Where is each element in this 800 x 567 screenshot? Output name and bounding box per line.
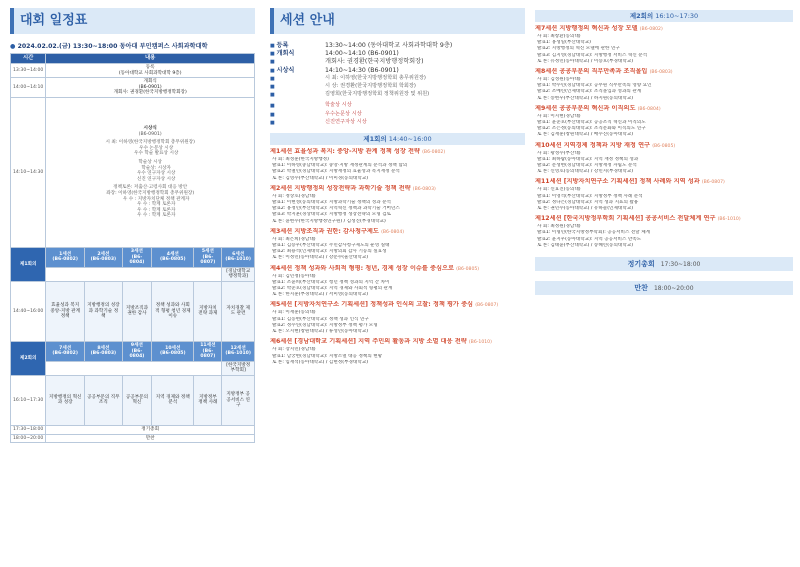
session-line: 발표2: 지방행정의 혁신 모델에 관한 연구 [537,46,620,52]
session-head: 1세션 (B6-0802) [46,247,85,267]
session-room: (B6-0803) [412,186,436,192]
event-datetime-text: 2024.02.02.(금) 13:30~18:00 동아대 부민캠퍼스 사회과학대학 [17,43,208,50]
session-subhead: [한국지방정부학회] [222,361,255,375]
session-title [535,215,793,224]
session-room: (B6-0804) [381,229,405,235]
session-line: 사 회: 이재훈(동의대) [272,310,316,316]
session-line: 사 회: 최창환(동의대) [537,34,581,39]
session-topic: 지방행정의 성장전략과 과학기술 정책 전략 [294,184,411,192]
session-head: 10세션 (B6-0805) [152,341,194,361]
session-line: 발표1: 이현성(동의대학교): 지방과학기술 정책의 성과 분석 [272,200,391,206]
session-room: (B6-0802) [422,150,446,156]
session-number: 제7세션 [535,25,558,32]
session-title [270,265,525,274]
plenary-speaker: 신진 연구자상 시상 [136,176,176,182]
session-head: 5세션 (B6-0807) [194,247,222,267]
plenary-keynote: 우수 논문상 시상 [139,145,174,151]
session-topic: [경남대학교 기획세션] 지역 주민의 활동과 지방 소멸 대응 전략 [294,338,467,346]
session-topic: 정책 성과와 사회적 형평 청년 경제 이슈 [152,281,194,341]
session-block [535,25,793,65]
plenary-room: (B6-0901) [138,131,162,137]
session-number: 제11세션 [535,178,562,186]
plenary-panelist: 우 수 : 지방자치단체 정책 관계자 [122,196,190,202]
session-title [535,68,793,77]
info-value: 김영희(한국지방행정학회 정책위원장 및 위원) [325,91,430,98]
schedule-column [10,0,255,567]
session-topic: 지방조직과 권한 감사 [122,281,152,341]
session-room: (B6-0807) [701,180,725,186]
session-topic: 효율성과 복지 중앙-지방 관계 정책 [46,281,85,341]
session-line: 사 회: 김성원(동아대) [537,77,581,83]
session-line: 발표2: 정수연(경남대학교): 지방정부 정책 평가 모형 [272,322,378,328]
session-line: 발표1: 남궁현(경남대학교): 지방소멸 대응 정책의 현황 [272,353,383,359]
session-number: 제4세션 [270,264,293,272]
session-block [270,301,525,335]
session-topic: [지방자치연구소 기획세션] 정책 사례와 지역 성과 [563,178,700,186]
registration-cell [46,64,255,78]
award-name: 우수논문상 시상 [325,110,362,117]
session-line: 발표2: 최용석(인제대학교): 지방의회 감사 기능의 실효성 [272,249,387,255]
session-number: 제5세션 [270,301,293,309]
session-title [270,301,525,310]
session-line: 발표3: 김지영(경남대학교): 지방행정 서비스 혁신 분석 [537,52,648,58]
time-cell: 14:10~14:30 [11,97,46,247]
session-topic: 지방행정의 혁신과 성장 [46,375,85,425]
session-line: 토 론: 이정민(동아대학교) / 강문수(울산대학교) [272,255,368,261]
session-topic: 지방정부 공공서비스 연구 [222,375,255,425]
info-value: 13:30~14:00 (동아대학교 사회과학대학 9층) [325,42,453,49]
event-datetime: ● 2024.02.02.(금) 13:30~18:00 동아대 부민캠퍼스 사회과학대학 [10,43,208,50]
time-cell: 14:40~16:00 [11,281,46,341]
session-topic: [한국지방정부학회 기획세션] 공공서비스 전달체계 연구 [563,215,716,223]
info-value: 14:10~14:30 (B6-0901) [325,66,399,74]
session-room: (B6-0805) [456,266,480,272]
info-value: 14:00~14:10 (B6-0901) [325,50,399,58]
plenary-speaker: 학술상: 시상자 [141,165,171,171]
session-topic: 지방정부 정책 사례 [194,375,222,425]
plenary-talk: 학술상 시상 [138,159,162,165]
session-topic: 자치경찰 제도 관련 [222,281,255,341]
session-line: 토 론: 권민수(동아대학교) / 유하늘(인제대학교) [537,206,633,212]
session-number: 제9세션 [535,104,558,112]
session-head: 3세션 (B6-0804) [122,247,152,267]
session-line: 사 회: 김민정(동아대) [272,273,316,279]
session-head: 4세션 (B6-0805) [152,247,194,267]
round1-sessions [270,148,525,366]
dinner-banner: 만찬 18:00~20:00 [535,281,793,295]
session-line: 사 회: 신효진(동의대) [537,187,581,193]
session-block [270,338,525,366]
session-line: 토 론: 한지훈(부경대학교) / 서미영(동의대학교) [272,292,368,298]
round1-banner: 제1회의 14:40~16:00 [270,133,525,145]
session-topic: [지방자치연구소 기획세션] 정책성과 인식의 고찰: 정책 평가 중심 [294,301,474,309]
session-line: 토 론: 김영수(부산대학교) / 이미경(동의대학교) [272,175,368,181]
session-line: 발표1: 김동현(부산대학교): 정책 성과 인식 연구 [272,316,369,322]
session-line: 발표1: 이하영(충남대학교): 중앙·지방 재정관계의 분석과 정책 함의 [272,163,408,169]
session-head: 6세션 (B6-1010) [222,247,255,267]
schedule-header: 대회 일정표 [10,8,255,34]
plenary-panel: 정책토론: 저출산·고령사회 대응 방안 [113,185,188,191]
plenary-cell [46,97,255,247]
session-topic: 공공부문의 혁신과 이직의도 [559,104,636,112]
session-line: 발표2: 박준호(경남대학교): 지역 경제와 사회적 형평의 관계 [272,286,393,292]
session-info [270,42,525,127]
session-subhead: [경남대학교 행정학과] [222,267,255,281]
session-block [535,68,793,102]
session-number: 제8세션 [535,68,558,76]
schedule-item: 등록 [145,65,155,70]
session-line: 사 회: 장지민(경남대) [272,347,316,353]
session-line: 발표1: 이영석(부산대학교): 지방정부 정책 사례 분석 [537,193,643,199]
session-block [270,228,525,262]
session-topic: 공공부문의 혁신 [122,375,152,425]
round-label: 제2회의 [11,341,46,375]
session-topic: 공공부문의 직무 조직 [85,375,123,425]
session-title [270,228,525,237]
session-head: 11세션 (B6-0807) [194,341,222,361]
session-line: 발표1: 이형민(한국지방정부학회): 공공서비스 전달 체계 [537,230,651,236]
plenary-title: 시상식 [143,126,157,132]
schedule-item: 개회식 [143,79,157,85]
session-block [535,105,793,139]
session-room: (B6-0802) [639,27,663,32]
session-line: 사 회: 이지현(경남대) [537,113,581,119]
col-header-content: 내용 [46,54,255,64]
session-room: (B6-1010) [717,217,741,223]
schedule-item: (동아대학교 사회과학대학 9층) [118,70,182,76]
session-head: 2세션 (B6-0803) [85,247,123,267]
session-block [535,142,793,176]
session-line: 사 회: 최성훈(한국지방행정) [272,157,329,163]
session-head: 7세션 (B6-0802) [46,341,85,361]
time-cell: 17:30~18:00 [11,425,46,434]
session-topic: 지역경제 정책과 지방 재정 연구 [563,141,651,149]
session-line: 토 론: 유정민(동아대학교) / 이승호(부경대학교) [537,58,633,64]
session-line: 사 회: 최정원(경남대) [537,224,581,230]
round2-column [535,0,793,567]
session-line: 발표1: 윤준호(부산대학교): 공공조직 혁신과 이직의도 [537,120,646,126]
session-number: 제12세션 [535,215,562,223]
session-block [270,185,525,225]
session-room: (B6-0805) [652,143,676,149]
session-title [270,338,525,347]
session-topic: 효율성과 복지: 중앙-지방 관계 정책 성장 전략 [294,148,420,156]
meeting-cell: 정기총회 [46,425,255,434]
plenary-panelist: 우 수 : 학계 토론자 [136,202,176,208]
session-line: 발표1: 김승우(부산대학교): 주민감사청구제도의 운영 실태 [272,243,390,249]
session-room: (B6-0804) [637,106,661,112]
col-header-time: 시간 [11,54,46,64]
session-title [535,178,793,187]
session-title [270,148,525,157]
session-line: 발표1: 최하람(동아대학교): 지역 재정 정책의 성과 [537,156,639,162]
session-line: 토 론: 신영호(동의대학교) / 강민지(부경대학교) [537,169,633,175]
session-number: 제2세션 [270,184,293,192]
session-line: 사 회: 정상호(경남대) [272,193,316,199]
session-topic: 지방행정의 성장과 과학기술 정책 [85,281,123,341]
session-line: 토 론: 임재석(동아대학교) / 김현정(부경대학교) [272,359,368,365]
plenary-panelist: 우 수 : 학계 토론자 [136,207,176,213]
opening-cell [46,78,255,98]
session-line: 발표2: 문성현(경남대학교): 지방재정 자립도 분석 [537,163,637,169]
session-number: 제1세션 [270,148,293,156]
session-line: 토 론: 오지현(창원대학교) / 류성민(동아대학교) [272,329,368,335]
session-line: 발표1: 홍성일(부산대학교) [537,40,591,46]
schedule-item: (B6-0901) [138,84,162,90]
plenary-host: 시 최: 이하영(한국지방행정학회 총무위원장) [105,140,195,146]
session-line: 발표2: 정다은(경남대학교): 지역 성과 지표의 활용 [537,199,639,205]
info-label: ■ 등록 [270,42,325,50]
time-cell: 18:00~20:00 [11,434,46,443]
session-line: 발표2: 홍정민(부산대학교): 지역혁신 정책과 과학기술 거버넌스 [272,206,400,212]
session-topic: 지방행정의 혁신과 성장 모델 [559,25,638,32]
session-line: 발표2: 조예린(인제대학교): 조직몰입과 성과의 관계 [537,89,642,95]
session-topic: 지방조직과 권한: 감사청구제도 [294,227,379,235]
award-name: 신진연구자상 시상 [325,118,367,125]
time-cell: 14:00~14:10 [11,78,46,98]
session-topic: 정책 성과와 사회적 형평: 청년, 경제 성장 이슈를 중심으로 [294,264,454,272]
session-block [270,265,525,299]
session-line: 토 론: 송현우(부산대학교) / 하지원(동의대학교) [537,95,633,101]
session-line: 발표2: 박철민(경남대학교): 지방재정의 효율성과 복지재정 분석 [272,169,400,175]
session-number: 제10세션 [535,141,562,149]
schedule-table [10,53,255,443]
session-number: 제6세션 [270,338,293,346]
session-title [535,142,793,151]
session-topic: 공공부문의 직무만족과 조직몰입 [559,68,648,76]
session-guide-column [270,0,525,567]
session-room: (B6-0803) [649,70,673,76]
session-line: 발표1: 박수민(경남대학교): 공무원 직무만족의 영향 요인 [537,83,652,89]
time-cell: 13:30~14:00 [11,64,46,78]
session-room: (B6-1010) [468,340,492,346]
info-value: 시 상: 권경환(한국지방행정학회 학회장) [325,83,416,90]
info-value: 개회사: 권경환(한국지방행정학회장) [325,58,424,66]
session-block [535,178,793,212]
session-block [270,148,525,182]
plenary-keynote: 우수 학술 발표상 시상 [134,151,179,157]
session-room: (B6-0807) [475,303,499,309]
session-title [535,25,793,34]
session-head: 9세션 (B6-0804) [122,341,152,361]
schedule-item: 개회사: 권경환(한국지방행정학회장) [113,90,187,96]
session-line: 토 론: 김태윤(부산대학교) / 송혜린(동의대학교) [537,242,633,248]
round2-banner: 제2회의 16:10~17:30 [535,10,793,22]
plenary-moderator: 좌장: 이하영(한국지방행정학회 총무위원장) [106,190,195,196]
session-line: 발표3: 박지훈(경상대학교): 지방행정 성장전략의 모형 검토 [272,212,391,218]
session-line: 발표2: 윤지우(동아대학교): 지역 공공서비스 만족도 [537,236,642,242]
dinner-cell: 만찬 [46,434,255,443]
round-label: 제1회의 [11,247,46,281]
session-head: 12세션 (B6-1010) [222,341,255,361]
plenary-speaker: 우수 연구자상 시상 [136,171,176,177]
session-block [535,215,793,249]
award-name: 학술상 시상 [325,102,352,109]
round2-sessions [535,25,793,249]
session-line: 사 회: 최은희(경남대) [272,236,316,242]
session-line: 발표1: 조윤희(부산대학교): 청년 정책 성과의 지역 간 차이 [272,279,390,285]
session-title [270,185,525,194]
session-line: 사 회: 황성수(부산대) [537,150,581,156]
session-topic: 지역 경제와 정책 분석 [152,375,194,425]
plenary-panelist: 우 수 : 학계 토론자 [136,213,176,219]
session-title [535,105,793,114]
session-head: 8세션 (B6-0803) [85,341,123,361]
session-line: 발표2: 조은정(동의대학교): 조직문화와 이직의도 연구 [537,126,646,132]
info-label: ■ 개회식 [270,50,325,58]
time-cell: 16:10~17:30 [11,375,46,425]
session-line: 토 론: 김재훈(창원대학교) / 배수진(동아대학교) [537,132,633,138]
info-label: ■ 시상식 [270,67,325,75]
session-topic: 지방자치 전략 과제 [194,281,222,341]
session-line: 토 론: 윤현수(한국지방행정연구원) / 김성진(부경대학교) [272,218,386,224]
session-number: 제3세션 [270,227,293,235]
session-guide-header: 세션 안내 [270,8,525,34]
general-meeting-banner: 정기총회 17:30~18:00 [535,257,793,271]
info-value: 시 최: 이하영(한국지방행정학회 총무위원장) [325,74,426,81]
